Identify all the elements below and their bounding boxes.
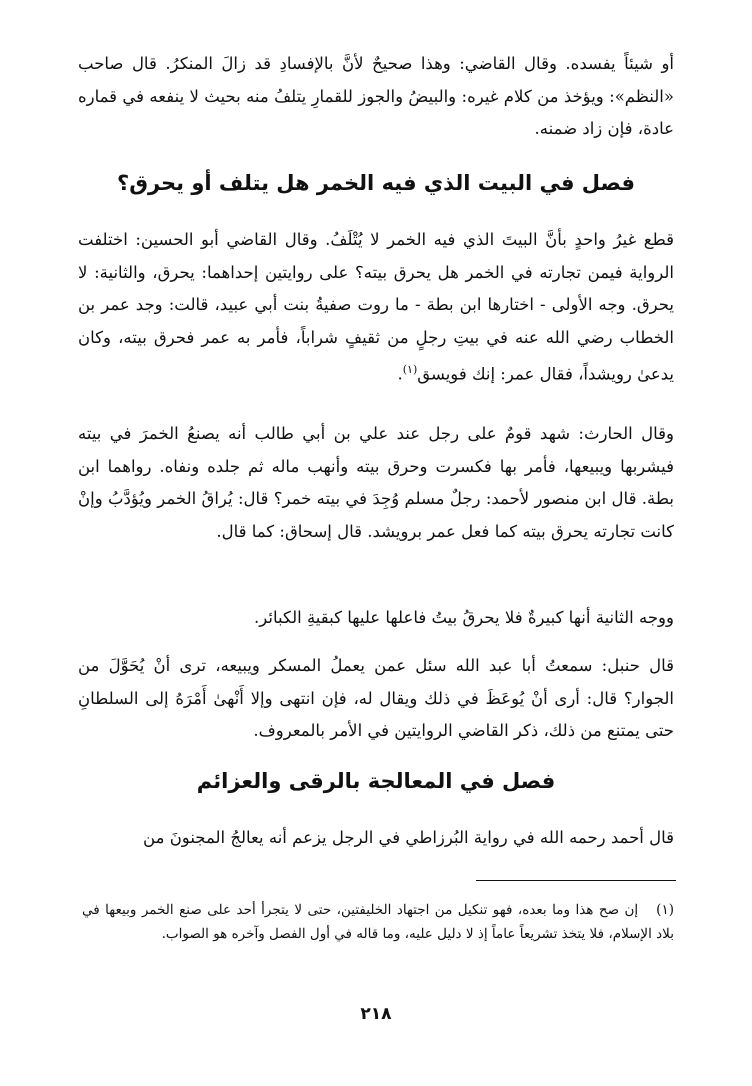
page-number: ٢١٨ — [360, 1004, 392, 1024]
paragraph-2-text: قطع غيرُ واحدٍ بأنَّ البيتَ الذي فيه الخمر لا يُتْلَفُ. وقال القاضي أبو الحسين: اختلفت الرواية فيمن تجارته في الخمر هل يحرق بيته؟ على روايتين إحداهما: يحرق، والثانية: لا يحرق. وجه الأولى - اختارها ابن بطة - ما روت صفيةُ بنت أبي عبيد، قالت: وجد عمر بن الخطاب رضي الله عنه في بيتِ رجلٍ من ثقيفٍ شراباً، فأمر به عمر فحرق بيته، وكان يدعىٰ رويشداً، فقال عمر: إنك فويسق — [78, 230, 674, 384]
paragraph-1: أو شيئاً يفسده. وقال القاضي: وهذا صحيحٌ لأنَّ بالإفسادِ قد زالَ المنكرُ. قال صاحب «النظم»: ويؤخذ من كلام غيره: والبيضُ والجوز للقمارِ يتلفُ منه بحيث لا ينفعه في قماره عادة، فإن زاد ضمنه. — [78, 54, 674, 138]
section-heading-wine-house: فصل في البيت الذي فيه الخمر هل يتلف أو يحرق؟ — [117, 171, 635, 195]
footnote — [82, 898, 674, 946]
paragraph-3: وقال الحارث: شهد قومٌ على رجل عند علي بن أبي طالب أنه يصنعُ الخمرَ في بيته فيشربها ويبيعها، فأمر بها فكسرت وحرق بيته وأنهب ماله ثم جلده ونفاه. رواهما ابن بطة. قال ابن منصور لأحمد: رجلٌ مسلم وُجِدَ في بيته خمر؟ قال: يُراقُ الخمر ويُؤدَّبُ وإنْ كانت تجارته يحرق بيته كما فعل عمر برويشد. قال إسحاق: كما قال. — [78, 424, 674, 541]
footnote-text: إن صح هذا وما بعده، فهو تنكيل من اجتهاد الخليفتين، حتى لا يتجرأ أحد على صنع الخمر وبيعها في بلاد الإسلام، فلا يتخذ تشريعاً عاماً إذ لا دليل عليه، وما قاله في أول الفصل وآخره هو الصواب. — [82, 902, 674, 942]
paragraph-2 — [78, 224, 674, 391]
paragraph-6: قال أحمد رحمه الله في رواية البُرزاطي في الرجل يزعم أنه يعالجُ المجنونَ من — [143, 828, 674, 847]
paragraph-2-end: . — [397, 364, 403, 384]
paragraph-5: قال حنبل: سمعتُ أبا عبد الله سئل عمن يعملُ المسكر ويبيعه، ترى أنْ يُحَوَّلَ من الجوار؟ قال: أرى أنْ يُوعَظَ في ذلك ويقال له، فإن انتهى وإلا أَنْهىٰ أَمْرَهُ إلى السلطانِ حتى يمتنع من ذلك، ذكر القاضي الروايتين في الأمر بالمعروف. — [78, 656, 674, 740]
section-heading-ruqya: فصل في المعالجة بالرقى والعزائم — [196, 769, 556, 793]
footnote-separator — [476, 880, 676, 881]
paragraph-4: ووجه الثانية أنها كبيرةٌ فلا يحرقُ بيتُ فاعلها عليها كبقيةِ الكبائر. — [254, 608, 674, 627]
footnote-reference: (١) — [402, 363, 418, 376]
footnote-marker: (١) — [656, 902, 674, 918]
